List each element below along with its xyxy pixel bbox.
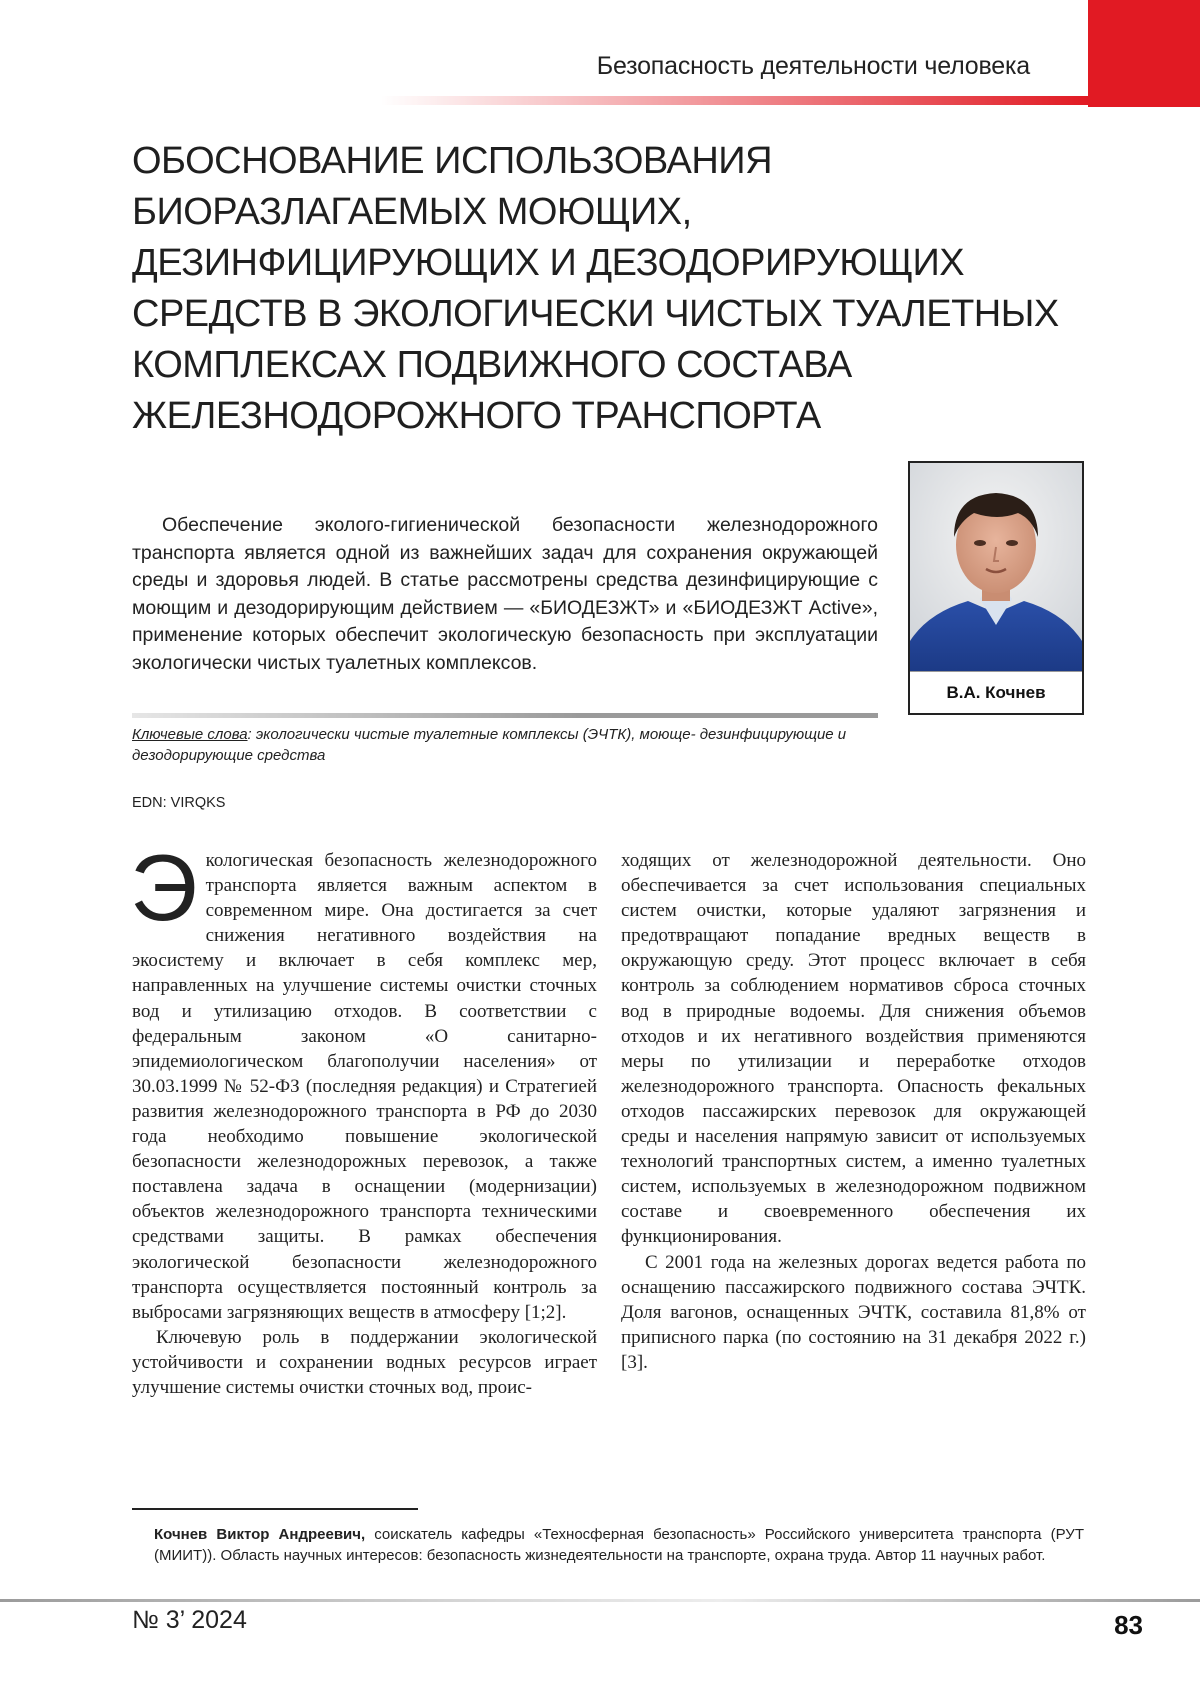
body-paragraph: ходящих от железнодорожной деятельности. Оно обеспечивается за счет использования специальных систем очистки, которые удаляют загрязнения и предотвращают попадание вредных веществ в окружающую среду. Этот процесс включает в себя контроль за соблюдением нормативов сброса сточных вод в природные водоемы. Для снижения объемов отходов и их негативного воздействия применяются меры по утилизации и переработке отходов железнодорожного транспорта. Опасность фекальных отходов пассажирских перевозок для окружающей среды и населения напрямую зависит от используемых технологий транспортных систем, а именно туалетных систем, используемых в железнодорожном подвижном составе и своевременного обеспечения их функционирования. <box>621 850 1086 1248</box>
body-paragraph: С 2001 года на железных дорогах ведется работа по оснащению пассажирского подвижного состава ЭЧТК. Доля вагонов, оснащенных ЭЧТК, составила 81,8% от приписного парка (по состоянию на 31 декабря 2022 г.) [3]. <box>621 1251 1086 1373</box>
body-column-right <box>621 848 1086 1375</box>
abstract: Обеспечение эколого-гигиенической безопасности железнодорожного транспорта является одной из важнейших задач для сохранения окружающей среды и здоровья людей. В статье рассмотрены средства дезинфицирующие с моющим и дезодорирующим действием — «БИОДЕЗЖТ» и «БИОДЕЗЖТ Active», применение которых обеспечит экологическую безопасность при эксплуатации экологически чистых туалетных комплексов. <box>132 514 878 674</box>
body-paragraph: Ключевую роль в поддержании экологической устойчивости и сохранении водных ресурсов играет улучшение системы очистки сточных вод, проис- <box>132 1326 597 1398</box>
header-accent-block <box>1088 0 1200 107</box>
title-line: БИОРАЗЛАГАЕМЫХ МОЮЩИХ, <box>132 191 692 233</box>
keywords-text: : экологически чистые туалетные комплексы (ЭЧТК), моюще- дезинфицирующие и дезодорирующие средства <box>132 726 847 764</box>
footnote-text: соискатель кафедры «Техносферная безопасность» Российского университета транспорта (РУТ (МИИТ)). Область научных интересов: безопасность жизнедеятельности на транспорте, охрана труда. Автор 11 научных работ. <box>154 1526 1084 1564</box>
body-paragraph <box>130 835 597 1325</box>
title-line: ДЕЗИНФИЦИРУЮЩИХ И ДЕЗОДОРИРУЮЩИХ <box>132 242 965 284</box>
author-photo <box>910 463 1082 671</box>
header-gradient-rule <box>380 96 1088 105</box>
section-label: Безопасность деятельности человека <box>596 52 1030 80</box>
title-line: ЖЕЛЕЗНОДОРОЖНОГО ТРАНСПОРТА <box>132 395 821 437</box>
footnote-author: Кочнев Виктор Андреевич, <box>154 1526 366 1543</box>
title-line: КОМПЛЕКСАХ ПОДВИЖНОГО СОСТАВА <box>132 344 852 386</box>
author-portrait-image <box>910 463 1082 671</box>
footnote-rule <box>132 1508 418 1510</box>
drop-cap: Э <box>130 835 198 940</box>
title-line: ОБОСНОВАНИЕ ИСПОЛЬЗОВАНИЯ <box>132 140 773 182</box>
author-footnote <box>154 1524 1084 1566</box>
author-photo-caption: В.А. Кочнев <box>910 671 1082 714</box>
body-paragraph-text: кологическая безопасность железнодорожного транспорта является важным аспектом в современном мире. Она достигается за счет снижения негативного воздействия на экосистему и включает в себя комплекс мер, направленных на улучшение системы очистки сточных вод и утилизацию отходов. В соответствии с федеральным законом «О санитарно-эпидемиологическом благополучии населения» от 30.03.1999 № 52-ФЗ (последняя редакция) и Стратегией развития железнодорожного транспорта в РФ до 2030 года необходимо повышение экологической безопасности железнодорожных перевозок, а также поставлена задача в оснащении (модернизации) объектов железнодорожного транспорта техническими средствами защиты. В рамках обеспечения экологической безопасности железнодорожного транспорта осуществляется постоянный контроль за выбросами загрязняющих веществ в атмосферу [1;2]. <box>132 850 597 1323</box>
footer-rule <box>0 1599 1200 1602</box>
page-number: 83 <box>1114 1610 1143 1640</box>
author-photo-frame <box>908 461 1084 715</box>
abstract-divider <box>132 713 878 718</box>
keywords-label: Ключевые слова <box>132 726 248 743</box>
issue-number: № 3’ 2024 <box>132 1606 247 1634</box>
article-title <box>132 136 1062 442</box>
edn-code: EDN: VIRQKS <box>132 795 226 811</box>
title-line: СРЕДСТВ В ЭКОЛОГИЧЕСКИ ЧИСТЫХ ТУАЛЕТНЫХ <box>132 293 1059 335</box>
keywords <box>132 724 878 766</box>
body-column-left <box>130 835 597 1400</box>
